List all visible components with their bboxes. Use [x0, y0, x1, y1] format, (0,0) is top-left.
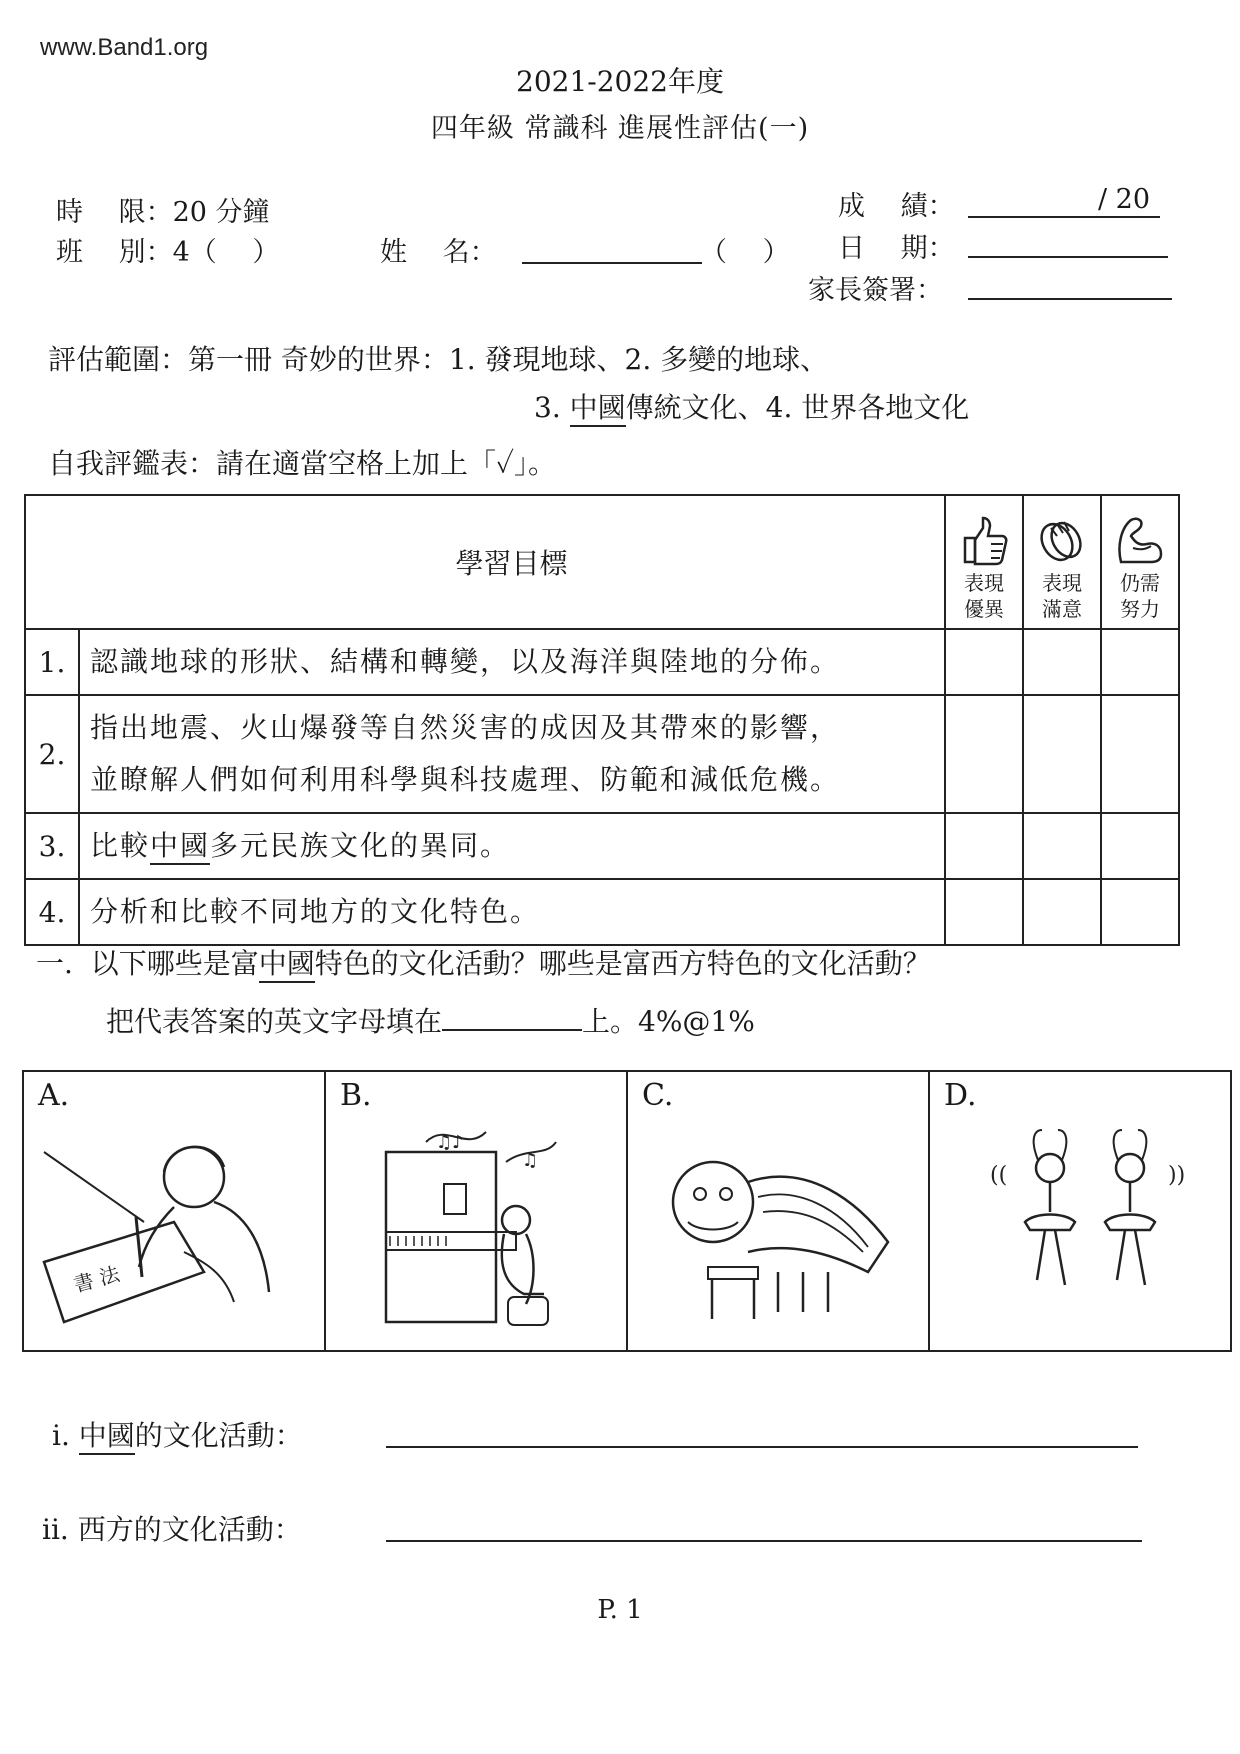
rating-satisfactory — [1023, 495, 1101, 629]
score-label: 成 績： — [838, 191, 955, 222]
answer-i-china: 中國 — [79, 1419, 135, 1455]
assessment-title: 四年級 常識科 進展性評估(一) — [430, 113, 810, 144]
question-1-text-c: 把代表答案的英文字母填在 — [106, 1005, 443, 1038]
scope-line-1: 評估範圍：第一冊 奇妙的世界：1. 發現地球、2. 多變的地球、 — [48, 343, 829, 376]
parent-signature-line[interactable] — [968, 298, 1172, 300]
question-1-blank — [442, 1007, 582, 1031]
option-b-label: B. — [340, 1078, 372, 1113]
goal-text: 認識地球的形狀、結構和轉變，以及海洋與陸地的分佈。 — [79, 629, 945, 695]
scope-china: 中國 — [570, 391, 626, 427]
date-line[interactable] — [968, 256, 1168, 258]
name-line[interactable] — [522, 262, 702, 264]
rating-satisfactory-line2: 滿意 — [1042, 597, 1082, 621]
rating-excellent-line1: 表現 — [964, 571, 1004, 595]
table-row — [25, 879, 1179, 945]
class-number-paren: （ ） — [700, 237, 790, 268]
answer-i-rest: 的文化活動： — [134, 1419, 303, 1452]
svg-text:♫: ♫ — [522, 1150, 539, 1171]
watermark: www.Band1.org — [40, 34, 209, 61]
goal-text-china: 中國 — [150, 829, 210, 865]
option-a-label: A. — [38, 1078, 70, 1113]
svg-text:((: (( — [990, 1163, 1008, 1188]
table-row — [25, 813, 1179, 879]
rating-excellent-line2: 優異 — [964, 597, 1004, 621]
flexed-arm-icon — [1113, 514, 1167, 566]
question-1-text-a: 以下哪些是富 — [90, 947, 259, 980]
page-number: P. 1 — [597, 1595, 643, 1625]
option-d — [930, 1072, 1230, 1350]
class-field: 班 別：4（ ） — [56, 237, 280, 268]
time-limit: 時 限：20 分鐘 — [56, 197, 270, 228]
check-cell[interactable] — [1101, 879, 1179, 945]
option-c-label: C. — [642, 1078, 674, 1113]
check-cell[interactable] — [945, 813, 1023, 879]
question-1-line-2 — [106, 1000, 755, 1040]
check-cell[interactable] — [1023, 695, 1101, 813]
row-number: 1. — [25, 629, 79, 695]
table-row — [25, 695, 1179, 813]
score-total: / 20 — [1098, 184, 1151, 215]
year-title: 2021-2022年度 — [516, 65, 724, 98]
name-label: 姓 名： — [380, 237, 497, 268]
svg-text:書 法: 書 法 — [71, 1261, 123, 1297]
check-cell[interactable] — [945, 695, 1023, 813]
answer-western-label: ii. 西方的文化活動： — [42, 1513, 302, 1546]
check-cell[interactable] — [945, 629, 1023, 695]
rating-needs-effort-line1: 仍需 — [1120, 571, 1160, 595]
check-cell[interactable] — [1101, 695, 1179, 813]
option-a — [24, 1072, 326, 1350]
svg-text:)): )) — [1168, 1163, 1186, 1188]
scope-prefix: 3. — [534, 391, 570, 424]
check-cell[interactable] — [1023, 813, 1101, 879]
svg-text:♫♪: ♫♪ — [436, 1132, 464, 1153]
option-d-label: D. — [944, 1078, 977, 1113]
goal-text: 分析和比較不同地方的文化特色。 — [79, 879, 945, 945]
lion-dance-illustration — [628, 1072, 928, 1350]
row-number: 3. — [25, 813, 79, 879]
rating-needs-effort-line2: 努力 — [1120, 597, 1160, 621]
check-cell[interactable] — [1023, 629, 1101, 695]
answer-chinese-label — [52, 1414, 303, 1454]
calligraphy-illustration — [24, 1072, 324, 1350]
goal-header: 學習目標 — [79, 495, 945, 629]
check-cell[interactable] — [1101, 813, 1179, 879]
option-b — [326, 1072, 628, 1350]
answer-western-line[interactable] — [386, 1540, 1142, 1542]
table-row — [25, 629, 1179, 695]
check-cell[interactable] — [945, 879, 1023, 945]
parent-signature-label: 家長簽署： — [808, 275, 943, 306]
piano-illustration — [326, 1072, 626, 1350]
ballet-illustration — [930, 1072, 1230, 1350]
clapping-hands-icon — [1035, 514, 1089, 566]
score-line[interactable] — [968, 216, 1160, 218]
row-number: 2. — [25, 695, 79, 813]
scope-rest: 傳統文化、4. 世界各地文化 — [625, 391, 970, 424]
self-eval-instruction: 自我評鑑表：請在適當空格上加上「✓」。 — [48, 447, 557, 480]
header-num-cell — [25, 495, 79, 629]
goal-text-post: 多元民族文化的異同。 — [210, 829, 511, 862]
check-cell[interactable] — [1023, 879, 1101, 945]
answer-i-number: i. — [52, 1419, 70, 1452]
goal-text — [79, 695, 945, 813]
rating-excellent — [945, 495, 1023, 629]
scope-line-2 — [534, 386, 969, 426]
thumbs-up-icon — [957, 514, 1011, 566]
question-1-line-1 — [36, 942, 931, 982]
goal-text-line2: 並瞭解人們如何利用科學與科技處理、防範和減低危機。 — [90, 763, 841, 796]
self-eval-table — [24, 494, 1180, 946]
goal-text — [79, 813, 945, 879]
goal-text-pre: 比較 — [90, 829, 151, 862]
option-c — [628, 1072, 930, 1350]
date-label: 日 期： — [838, 233, 955, 264]
question-1-number: 一. — [36, 947, 73, 980]
goal-text-line1: 指出地震、火山爆發等自然災害的成因及其帶來的影響， — [90, 711, 841, 744]
question-1-text-b: 特色的文化活動？哪些是富西方特色的文化活動？ — [314, 947, 931, 980]
row-number: 4. — [25, 879, 79, 945]
question-1-china: 中國 — [259, 947, 315, 983]
rating-satisfactory-line1: 表現 — [1042, 571, 1082, 595]
rating-needs-effort — [1101, 495, 1179, 629]
question-1-text-d: 上。4%@1% — [582, 1005, 755, 1038]
activity-pictures — [22, 1070, 1232, 1352]
check-cell[interactable] — [1101, 629, 1179, 695]
answer-chinese-line[interactable] — [386, 1446, 1138, 1448]
